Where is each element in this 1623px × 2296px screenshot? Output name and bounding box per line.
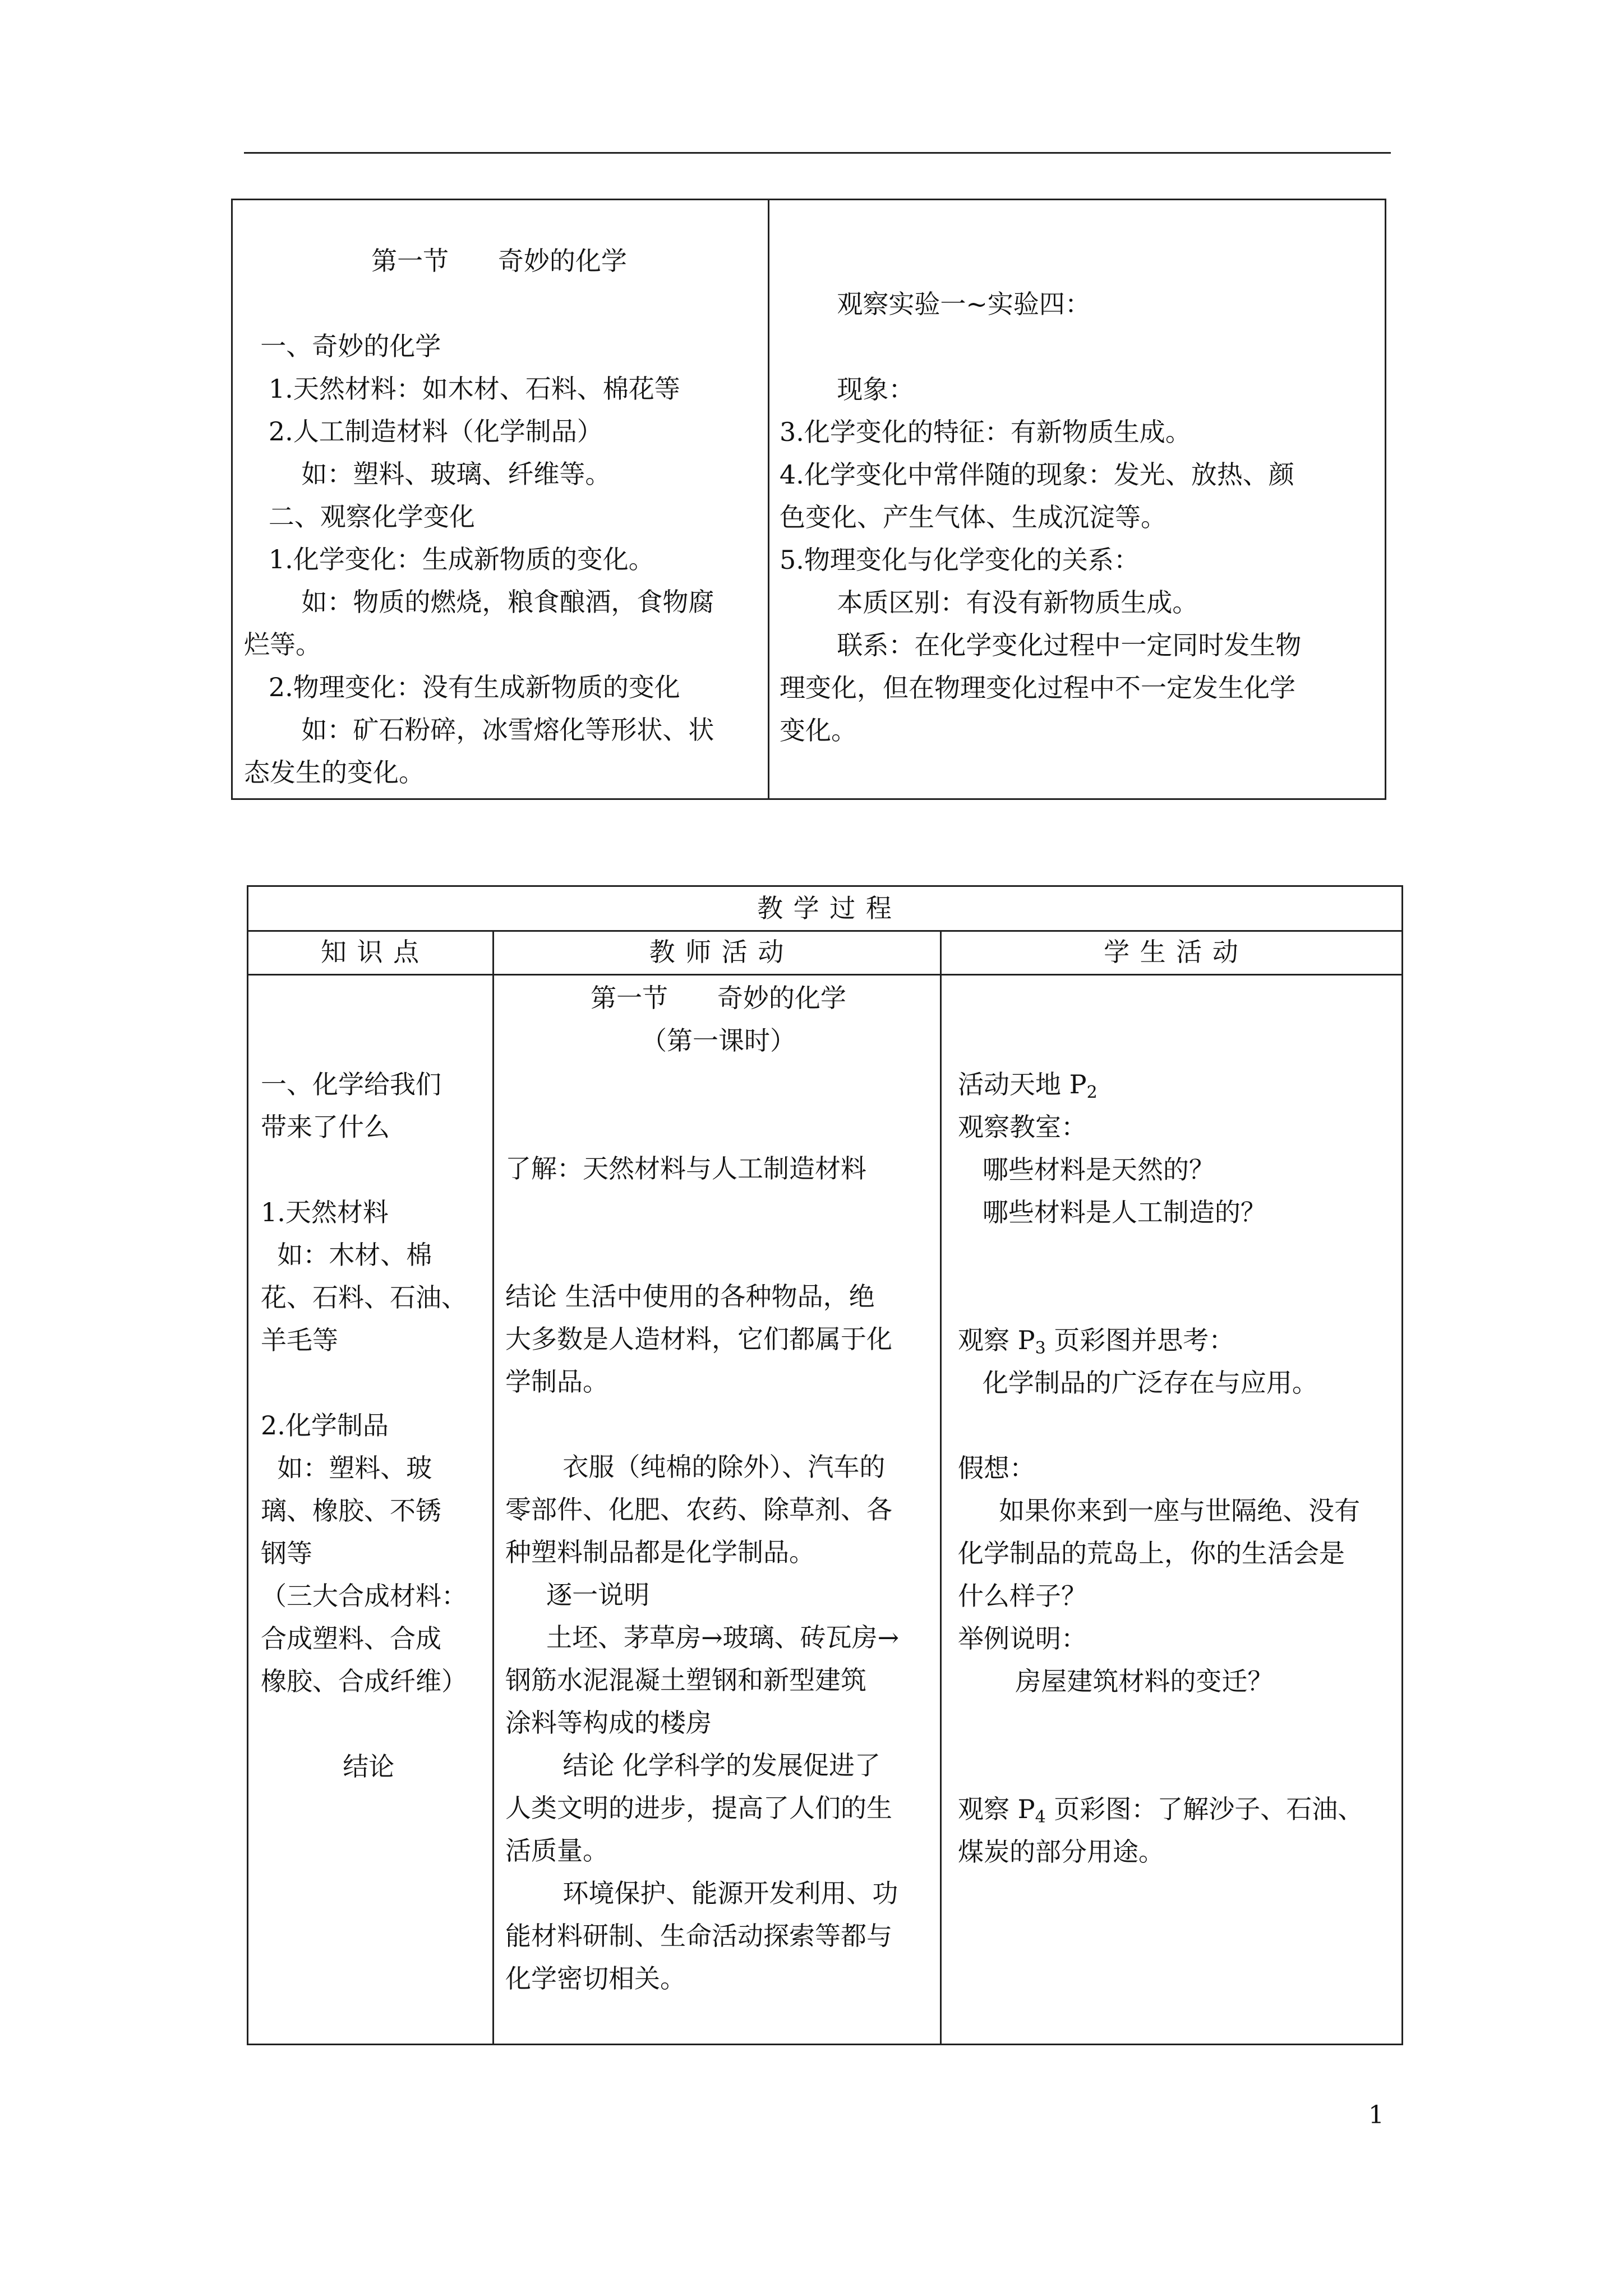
teacher-line: 结论 化学科学的发展促进了	[505, 1750, 880, 1780]
page-subscript: 4	[1035, 1807, 1046, 1827]
teacher-line: 种塑料制品都是化学制品。	[505, 1537, 815, 1567]
teacher-line: 学制品。	[505, 1366, 608, 1397]
teacher-line: 衣服（纯棉的除外）、汽车的	[505, 1452, 886, 1482]
column-header-knowledge: 知 识 点	[320, 937, 421, 967]
knowledge-line: 一、化学给我们	[261, 1069, 441, 1099]
teacher-line: 活质量。	[505, 1835, 608, 1866]
student-line: 哪些材料是人工制造的？	[958, 1197, 1266, 1227]
summary-right-line	[780, 325, 1380, 368]
knowledge-line: 2.化学制品	[261, 1410, 389, 1441]
student-line: 房屋建筑材料的变迁？	[958, 1666, 1274, 1696]
summary-right-line: 3.化学变化的特征：有新物质生成。	[780, 417, 1191, 447]
summary-left-line: 如：矿石粉碎，冰雪熔化等形状、状	[244, 715, 714, 745]
knowledge-line: 花、石料、石油、	[261, 1282, 467, 1313]
knowledge-line: （三大合成材料：	[261, 1581, 467, 1611]
knowledge-line: 如：塑料、玻	[261, 1453, 432, 1483]
spacer	[958, 1234, 1395, 1276]
teacher-line	[505, 1232, 932, 1275]
teacher-line: 化学密切相关。	[505, 1963, 686, 1994]
teacher-line	[505, 1105, 932, 1147]
teacher-line: 涂料等构成的楼房	[505, 1708, 712, 1738]
table-title: 教 学 过 程	[757, 893, 893, 923]
column-header-teacher: 教 师 活 动	[649, 937, 785, 967]
knowledge-line: 1.天然材料	[261, 1197, 389, 1227]
section-title: 第一节 奇妙的化学	[371, 246, 627, 276]
summary-right-line: 本质区别：有没有新物质生成。	[780, 587, 1198, 618]
summary-right-line: 变化。	[780, 715, 857, 746]
knowledge-line: 如：木材、棉	[261, 1240, 432, 1270]
summary-left-line: 态发生的变化。	[244, 757, 425, 788]
column-header-student: 学 生 活 动	[1104, 937, 1239, 967]
teacher-line: 零部件、化肥、农药、除草剂、各	[505, 1494, 892, 1525]
spacer	[958, 1276, 1395, 1319]
observe-p3-line	[958, 1319, 1395, 1361]
summary-right-line: 理变化，但在物理变化过程中不一定发生化学	[780, 673, 1295, 703]
lesson-title: 第一节 奇妙的化学	[591, 983, 846, 1013]
observe-p4-line	[958, 1788, 1395, 1830]
observe-text: 页彩图并思考：	[1045, 1325, 1235, 1355]
knowledge-line: 带来了什么	[261, 1112, 390, 1142]
teaching-process-table	[247, 885, 1403, 2045]
knowledge-line	[261, 1703, 485, 1745]
student-column	[958, 1063, 1395, 1873]
summary-right-line: 联系：在化学变化过程中一定同时发生物	[780, 630, 1302, 660]
teacher-line	[505, 1190, 932, 1232]
teacher-line: 钢筋水泥混凝土塑钢和新型建筑	[505, 1665, 866, 1695]
teacher-line	[505, 1062, 932, 1105]
knowledge-line: 结论	[261, 1751, 395, 1782]
summary-left-line: 烂等。	[244, 629, 321, 660]
student-line: 观察教室：	[958, 1112, 1087, 1142]
observe-label: 观察 P	[958, 1325, 1035, 1355]
activity-line	[958, 1063, 1395, 1106]
summary-left-line: 2.人工制造材料（化学制品）	[244, 416, 603, 447]
summary-right-line: 色变化、产生气体、生成沉淀等。	[780, 502, 1166, 532]
student-line: 煤炭的部分用途。	[958, 1837, 1164, 1867]
summary-right-line: 4.化学变化中常伴随的现象：发光、放热、颜	[780, 459, 1294, 490]
teacher-line: 环境保护、能源开发利用、功	[505, 1878, 898, 1908]
page-subscript: 3	[1035, 1338, 1046, 1358]
knowledge-line: 合成塑料、合成	[261, 1623, 441, 1654]
summary-right-cell	[780, 283, 1380, 752]
student-line: 化学制品的荒岛上，你的生活会是	[958, 1538, 1345, 1568]
summary-left-cell	[244, 240, 754, 794]
teacher-line: 人类文明的进步，提高了人们的生	[505, 1793, 892, 1823]
observe-label: 观察 P	[958, 1794, 1035, 1824]
student-line: 举例说明：	[958, 1623, 1087, 1654]
knowledge-line: 璃、橡胶、不锈	[261, 1496, 441, 1526]
summary-right-line: 观察实验一~实验四：	[780, 289, 1091, 319]
student-line: 化学制品的广泛存在与应用。	[958, 1368, 1318, 1398]
knowledge-line: 羊毛等	[261, 1325, 338, 1355]
spacer	[958, 1404, 1395, 1447]
knowledge-line: 橡胶、合成纤维）	[261, 1666, 467, 1696]
knowledge-line: 钢等	[261, 1538, 312, 1568]
page-subscript: 2	[1086, 1083, 1098, 1102]
spacer	[958, 1745, 1395, 1788]
teacher-line: 土坯、茅草房→玻璃、砖瓦房→	[505, 1622, 900, 1653]
teacher-line: 能材料研制、生命活动探索等都与	[505, 1921, 892, 1951]
teacher-line: 了解：天然材料与人工制造材料	[505, 1153, 866, 1184]
teacher-column	[505, 977, 932, 2000]
page-number: 1	[1368, 2101, 1384, 2129]
summary-left-line: 二、观察化学变化	[244, 501, 475, 532]
summary-left-line: 如：塑料、玻璃、纤维等。	[244, 459, 611, 489]
student-line: 什么样子？	[958, 1581, 1087, 1611]
summary-left-line: 1.化学变化：生成新物质的变化。	[244, 544, 654, 574]
summary-divider	[768, 200, 769, 798]
spacer	[958, 1703, 1395, 1745]
column-divider	[940, 931, 942, 2044]
teacher-line: 逐一说明	[505, 1580, 650, 1610]
observe-text: 页彩图：了解沙子、石油、	[1045, 1794, 1364, 1824]
summary-left-line: 一、奇妙的化学	[244, 331, 441, 361]
summary-right-line: 现象：	[780, 374, 915, 404]
teacher-line	[505, 1403, 932, 1446]
teacher-line: 大多数是人造材料，它们都属于化	[505, 1324, 892, 1354]
knowledge-line	[261, 1361, 485, 1404]
teacher-line: 结论 生活中使用的各种物品，绝	[505, 1281, 875, 1312]
student-line: 如果你来到一座与世隔绝、没有	[958, 1496, 1361, 1526]
knowledge-line	[261, 1148, 485, 1191]
student-line: 假想：	[958, 1453, 1035, 1483]
summary-right-line: 5.物理变化与化学变化的关系：	[780, 545, 1140, 575]
summary-table	[231, 199, 1386, 800]
activity-label: 活动天地 P	[958, 1069, 1087, 1099]
summary-left-line: 1.天然材料：如木材、石料、棉花等	[244, 374, 680, 404]
lesson-subtitle: （第一课时）	[641, 1025, 796, 1056]
summary-left-line: 2.物理变化：没有生成新物质的变化	[244, 672, 680, 702]
knowledge-column	[261, 1063, 485, 1788]
column-divider	[492, 931, 494, 2044]
student-line: 哪些材料是天然的？	[958, 1154, 1215, 1185]
summary-left-line: 如：物质的燃烧，粮食酿酒，食物腐	[244, 587, 714, 617]
row-divider	[248, 974, 1401, 976]
header-rule	[244, 152, 1391, 154]
